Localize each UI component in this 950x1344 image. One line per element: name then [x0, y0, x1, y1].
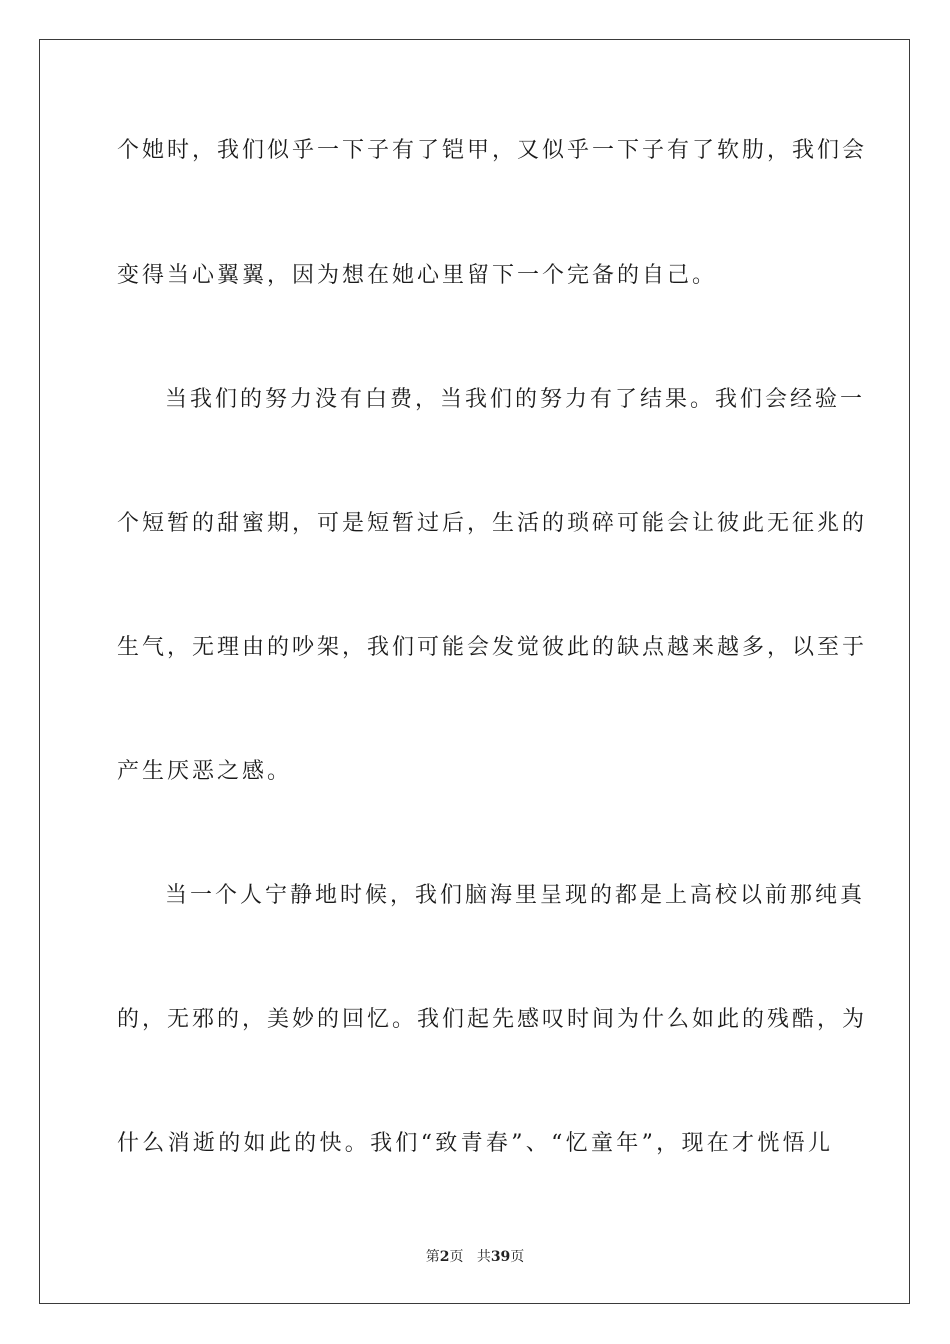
text-line-6: 产生厌恶之感。: [117, 759, 293, 784]
text-line-9: 什么消逝的如此的快。我们“致青春”、“忆童年”，现在才恍悟儿: [117, 1131, 833, 1156]
total-suffix: 页: [510, 1249, 525, 1265]
text-line-5: 生气，无理由的吵架，我们可能会发觉彼此的缺点越来越多，以至于: [117, 635, 868, 660]
page-number: 2: [439, 1249, 450, 1265]
text-line-3: 当我们的努力没有白费，当我们的努力有了结果。我们会经验一: [165, 387, 866, 412]
page-footer: [0, 1248, 950, 1266]
total-pages: 39: [490, 1249, 511, 1265]
text-line-1: 个她时，我们似乎一下子有了铠甲，又似乎一下子有了软肋，我们会: [117, 138, 868, 163]
text-line-2: 变得当心翼翼，因为想在她心里留下一个完备的自己。: [117, 263, 718, 288]
text-line-4: 个短暂的甜蜜期，可是短暂过后，生活的琐碎可能会让彼此无征兆的: [117, 511, 868, 536]
total-prefix: 共: [476, 1249, 491, 1265]
page-suffix: 页: [449, 1249, 464, 1265]
text-line-7: 当一个人宁静地时候，我们脑海里呈现的都是上高校以前那纯真: [165, 883, 866, 908]
page-border: [39, 39, 910, 1304]
page-prefix: 第: [425, 1249, 440, 1265]
text-line-8: 的，无邪的，美妙的回忆。我们起先感叹时间为什么如此的残酷，为: [117, 1007, 868, 1032]
